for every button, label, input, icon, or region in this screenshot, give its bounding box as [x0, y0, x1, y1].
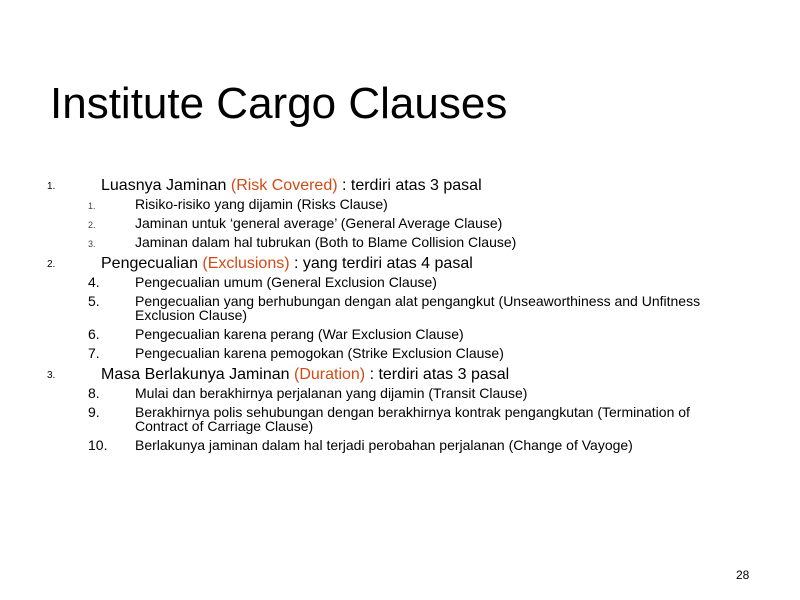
- item-text: Pengecualian yang berhubungan dengan alat pengangkut (Unseaworthiness and Unfitness Exclusion Clause): [135, 293, 701, 323]
- section-highlight: (Exclusions): [202, 255, 290, 272]
- list-item: [0, 327, 800, 341]
- slide-title: Institute Cargo Clauses: [50, 79, 508, 128]
- item-text: Berlakunya jaminan dalam hal terjadi perobahan perjalanan (Change of Vayoge): [135, 437, 633, 453]
- item-text: Pengecualian karena pemogokan (Strike Exclusion Clause): [135, 345, 504, 361]
- section-number: 3.: [47, 370, 56, 381]
- section-number: 1.: [47, 181, 56, 192]
- section-text-after: : terdiri atas 3 pasal: [337, 177, 482, 194]
- item-text: Jaminan untuk ‘general average’ (General Average Clause): [135, 215, 503, 231]
- section-highlight: (Duration): [293, 366, 366, 383]
- item-number: 9.: [88, 404, 100, 420]
- item-text: Jaminan dalam hal tubrukan (Both to Blame Collision Clause): [135, 234, 517, 250]
- item-number: 7.: [88, 345, 100, 361]
- list-item: [0, 216, 800, 230]
- list-item: [0, 438, 800, 452]
- list-item: [0, 386, 800, 400]
- item-text: Pengecualian karena perang (War Exclusion Clause): [135, 326, 464, 342]
- item-number: 3.: [88, 239, 96, 249]
- item-text: Berakhirnya polis sehubungan dengan berakhirnya kontrak pengangkutan (Termination of Contract of Carriage Clause): [135, 404, 690, 434]
- item-text: Mulai dan berakhirnya perjalanan yang dijamin (Transit Clause): [135, 385, 528, 401]
- item-number: 4.: [88, 274, 100, 290]
- section-highlight: (Risk Covered): [230, 177, 338, 194]
- item-number: 8.: [88, 385, 100, 401]
- page-number: 28: [736, 568, 750, 582]
- section-text: Luasnya Jaminan: [101, 177, 231, 194]
- list-item: [0, 294, 800, 322]
- list-item: [0, 346, 800, 360]
- section-text-after: : terdiri atas 3 pasal: [365, 366, 510, 383]
- list-item: [0, 235, 800, 249]
- item-number: 10.: [88, 437, 108, 453]
- item-text: Risiko-risiko yang dijamin (Risks Clause): [135, 196, 388, 212]
- item-text: Pengecualian umum (General Exclusion Clause): [135, 274, 437, 290]
- item-number: 6.: [88, 326, 100, 342]
- item-number: 1.: [88, 201, 96, 211]
- slide-content: [0, 176, 800, 457]
- section-heading-exclusions: [0, 254, 800, 273]
- item-number: 5.: [88, 293, 100, 309]
- list-item: [0, 197, 800, 211]
- list-item: [0, 275, 800, 289]
- section-number: 2.: [47, 259, 56, 270]
- section-text: Pengecualian: [101, 255, 203, 272]
- list-item: [0, 405, 800, 433]
- section-heading-risk-covered: [0, 176, 800, 195]
- item-number: 2.: [88, 220, 96, 230]
- section-text: Masa Berlakunya Jaminan: [101, 366, 294, 383]
- section-text-after: : yang terdiri atas 4 pasal: [289, 255, 473, 272]
- section-heading-duration: [0, 365, 800, 384]
